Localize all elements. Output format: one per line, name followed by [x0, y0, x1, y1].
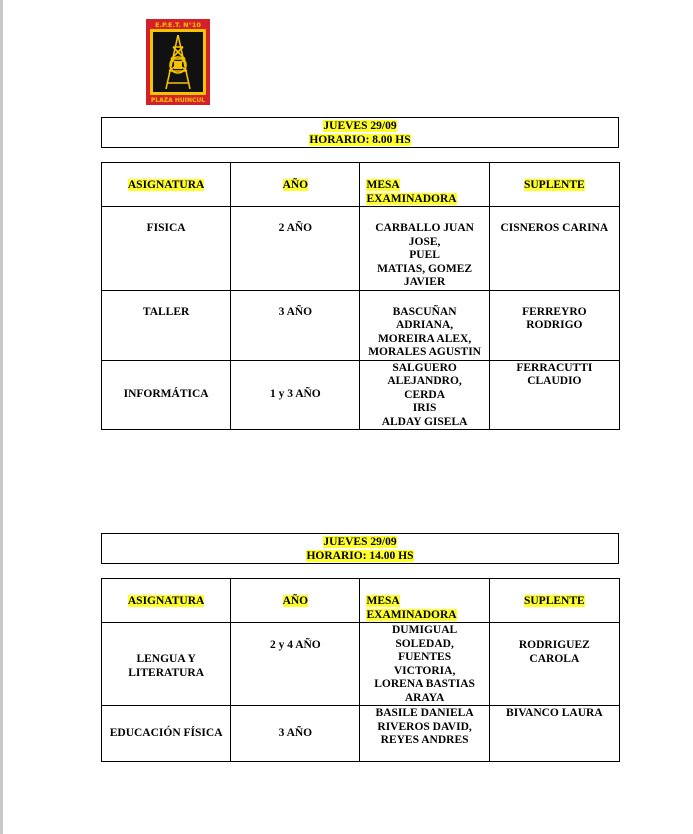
section-1-schedule: HORARIO: 8.00 HS	[309, 134, 411, 146]
cell-year: 3 AÑO	[231, 290, 360, 360]
logo-top-text: E.P.E.T. N°10	[155, 21, 201, 29]
table-row	[102, 290, 620, 360]
header-board: MESA EXAMINADORA	[360, 579, 489, 623]
table-header-row	[102, 579, 620, 623]
cell-substitute: CISNEROS CARINA	[489, 207, 619, 291]
cell-substitute: FERREYRO RODRIGO	[489, 290, 619, 360]
table-row	[102, 360, 620, 430]
cell-subject: EDUCACIÓN FÍSICA	[102, 706, 231, 762]
section-1-table	[101, 162, 620, 430]
header-substitute: SUPLENTE	[489, 579, 619, 623]
cell-subject: INFORMÁTICA	[102, 360, 231, 430]
header-subject: ASIGNATURA	[102, 579, 231, 623]
table-row	[102, 623, 620, 706]
cell-year: 1 y 3 AÑO	[231, 360, 360, 430]
cell-substitute: RODRIGUEZ CAROLA	[489, 623, 619, 706]
cell-board: BASCUÑAN ADRIANA, MOREIRA ALEX, MORALES AGUSTIN	[360, 290, 489, 360]
section-2-schedule: HORARIO: 14.00 HS	[306, 550, 414, 562]
cell-subject: LENGUA Y LITERATURA	[102, 623, 231, 706]
cell-substitute: BIVANCO LAURA	[489, 706, 619, 762]
section-2-table	[101, 578, 620, 762]
cell-board: CARBALLO JUAN JOSE, PUEL MATIAS, GOMEZ JAVIER	[360, 207, 489, 291]
header-year: AÑO	[231, 579, 360, 623]
section-1-date: JUEVES 29/09	[323, 120, 397, 132]
table-header-row	[102, 163, 620, 207]
school-logo	[146, 19, 210, 105]
section-1-header	[101, 117, 619, 148]
logo-bottom-text: PLAZA HUINCUL	[150, 97, 206, 104]
header-year: AÑO	[231, 163, 360, 207]
section-2-header	[101, 533, 619, 564]
header-board: MESA EXAMINADORA	[360, 163, 489, 207]
table-row	[102, 207, 620, 291]
section-2-date: JUEVES 29/09	[323, 536, 397, 548]
cell-subject: FISICA	[102, 207, 231, 291]
header-substitute: SUPLENTE	[489, 163, 619, 207]
cell-year: 3 AÑO	[231, 706, 360, 762]
header-subject: ASIGNATURA	[102, 163, 231, 207]
cell-subject: TALLER	[102, 290, 231, 360]
cell-board: SALGUERO ALEJANDRO, CERDA IRIS ALDAY GISELA	[360, 360, 489, 430]
cell-year: 2 y 4 AÑO	[231, 623, 360, 706]
cell-board: DUMIGUAL SOLEDAD, FUENTES VICTORIA, LORENA BASTIAS ARAYA	[360, 623, 489, 706]
table-row	[102, 706, 620, 762]
cell-board: BASILE DANIELA RIVEROS DAVID, REYES ANDRES	[360, 706, 489, 762]
page-edge	[0, 0, 3, 834]
cell-substitute: FERRACUTTI CLAUDIO	[489, 360, 619, 430]
cell-year: 2 AÑO	[231, 207, 360, 291]
